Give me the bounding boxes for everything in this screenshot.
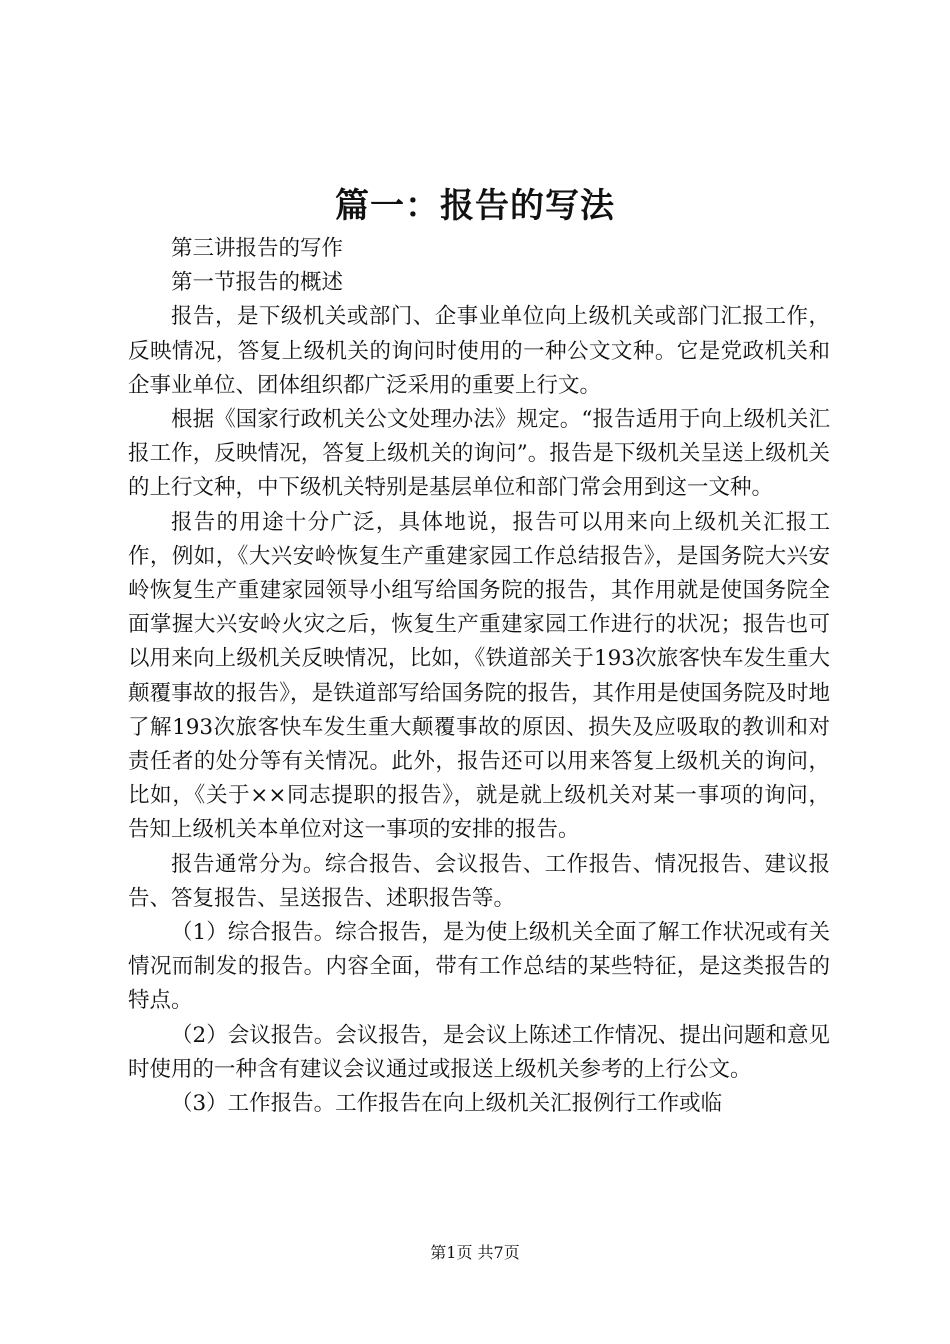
paragraph-work-report: （3）工作报告。工作报告在向上级机关汇报例行工作或临 xyxy=(171,1091,723,1117)
paragraph-comprehensive-report: （1）综合报告。综合报告，是为使上级机关全面了解工作状况或有关情况而制发的报告。内容全面，带有工作总结的某些特征，是这类报告的特点。 xyxy=(128,920,830,1014)
lecture-heading: 第三讲报告的写作 xyxy=(171,236,344,261)
paragraph-regulation: 根据《国家行政机关公文处理办法》规定。“报告适用于向上级机关汇报工作，反映情况，答复上级机关的询问”。报告是下级机关呈送上级机关的上行文种，中下级机关特别是基层单位和部门常会用到这一文种。 xyxy=(128,407,830,501)
section-heading: 第一节报告的概述 xyxy=(171,270,344,296)
paragraph-meeting-report: （2）会议报告。会议报告，是会议上陈述工作情况、提出问题和意见时使用的一种含有建议会议通过或报送上级机关参考的上行公文。 xyxy=(128,1022,830,1082)
paragraph-uses: 报告的用途十分广泛，具体地说，报告可以用来向上级机关汇报工作，例如，《大兴安岭恢复生产重建家园工作总结报告》，是国务院大兴安岭恢复生产重建家园领导小组写给国务院的报告，其作用就是使国务院全面掌握大兴安岭火灾之后，恢复生产重建家园工作进行的状况；报告也可以用来向上级机关反映情况，比如，《铁道部关于193次旅客快车发生重大颠覆事故的报告》，是铁道部写给国务院的报告，其作用是使国务院及时地了解193次旅客快车发生重大颠覆事故的原因、损失及应吸取的教训和对责任者的处分等有关情况。此外，报告还可以用来答复上级机关的询问，比如，《关于××同志提职的报告》，就是就上级机关对某一事项的询问，告知上级机关本单位对这一事项的安排的报告。 xyxy=(128,509,830,843)
page-footer: 第1页 共7页 xyxy=(430,1243,520,1262)
document-title: 篇一：报告的写法 xyxy=(335,186,615,226)
document-body xyxy=(128,232,830,1121)
paragraph-types: 报告通常分为。综合报告、会议报告、工作报告、情况报告、建议报告、答复报告、呈送报告、述职报告等。 xyxy=(128,851,830,911)
paragraph-definition: 报告，是下级机关或部门、企事业单位向上级机关或部门汇报工作，反映情况，答复上级机关的询问时使用的一种公文文种。它是党政机关和企事业单位、团体组织都广泛采用的重要上行文。 xyxy=(128,304,830,398)
